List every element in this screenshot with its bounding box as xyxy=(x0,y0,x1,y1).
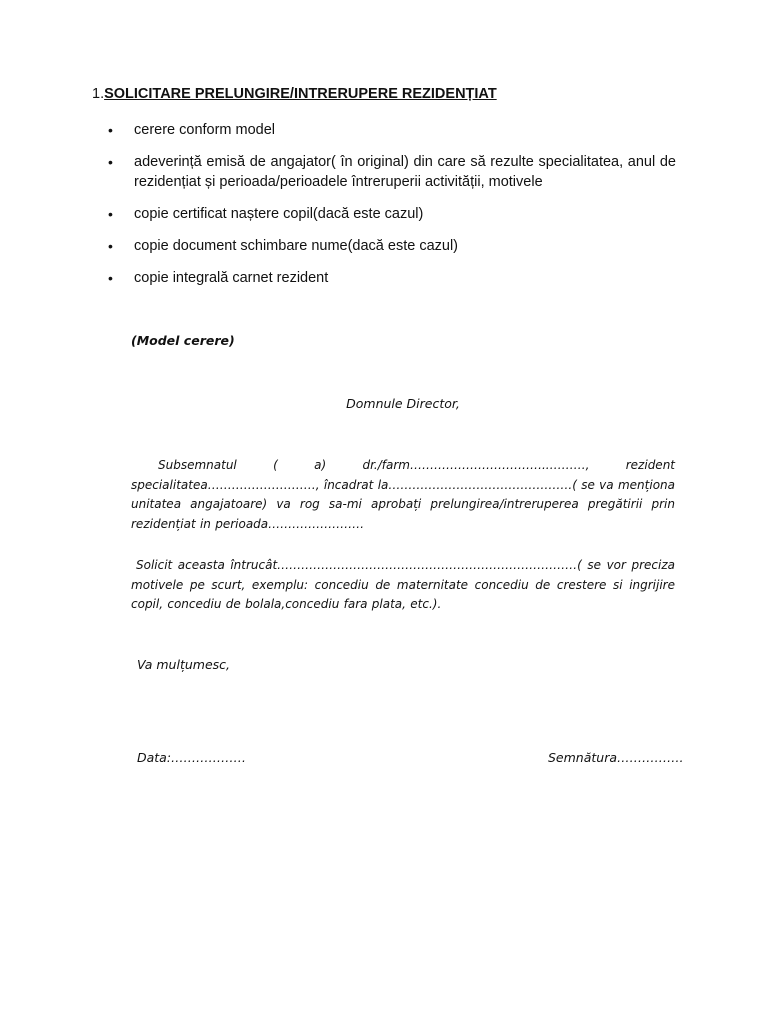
list-item: • cerere conform model xyxy=(108,120,676,140)
section-title: SOLICITARE PRELUNGIRE/INTRERUPERE REZIDENȚIAT xyxy=(104,86,497,102)
signature-field: Semnătura……………. xyxy=(548,750,684,765)
requirements-list xyxy=(108,120,676,288)
list-item: • copie certificat naștere copil(dacă este cazul) xyxy=(108,204,676,224)
list-item: • adeverință emisă de angajator( în original) din care să rezulte specialitatea, anul de rezidențiat și perioada/perioadele întreruperii activității, motivele xyxy=(108,152,676,192)
section-number: 1. xyxy=(92,86,105,102)
closing-thanks: Va mulțumesc, xyxy=(137,657,231,672)
model-label: (Model cerere) xyxy=(131,333,235,348)
list-item: • copie integrală carnet rezident xyxy=(108,268,676,288)
list-item: • copie document schimbare nume(dacă este cazul) xyxy=(108,236,676,256)
section-heading xyxy=(92,86,497,102)
reason-paragraph: Solicit aceasta întrucât…………………………………………………………………( se vor preciza motivele pe scurt, exemplu: concediu de maternitate concediu de crestere si ingrijire copil, concediu de bolala,concediu fara plata, etc.). xyxy=(131,558,675,611)
date-field: Data:……………… xyxy=(137,750,247,765)
salutation: Domnule Director, xyxy=(346,396,460,411)
request-paragraph: Subsemnatul ( a) dr./farm……………………………..………, rezident specialitatea………………………, încadrat la……………………………………….( se va menționa unitatea angajatoare) va rog sa-mi aprobați prelungirea/intreruperea pregătirii prin rezidențiat in perioada…………………… xyxy=(131,458,675,531)
